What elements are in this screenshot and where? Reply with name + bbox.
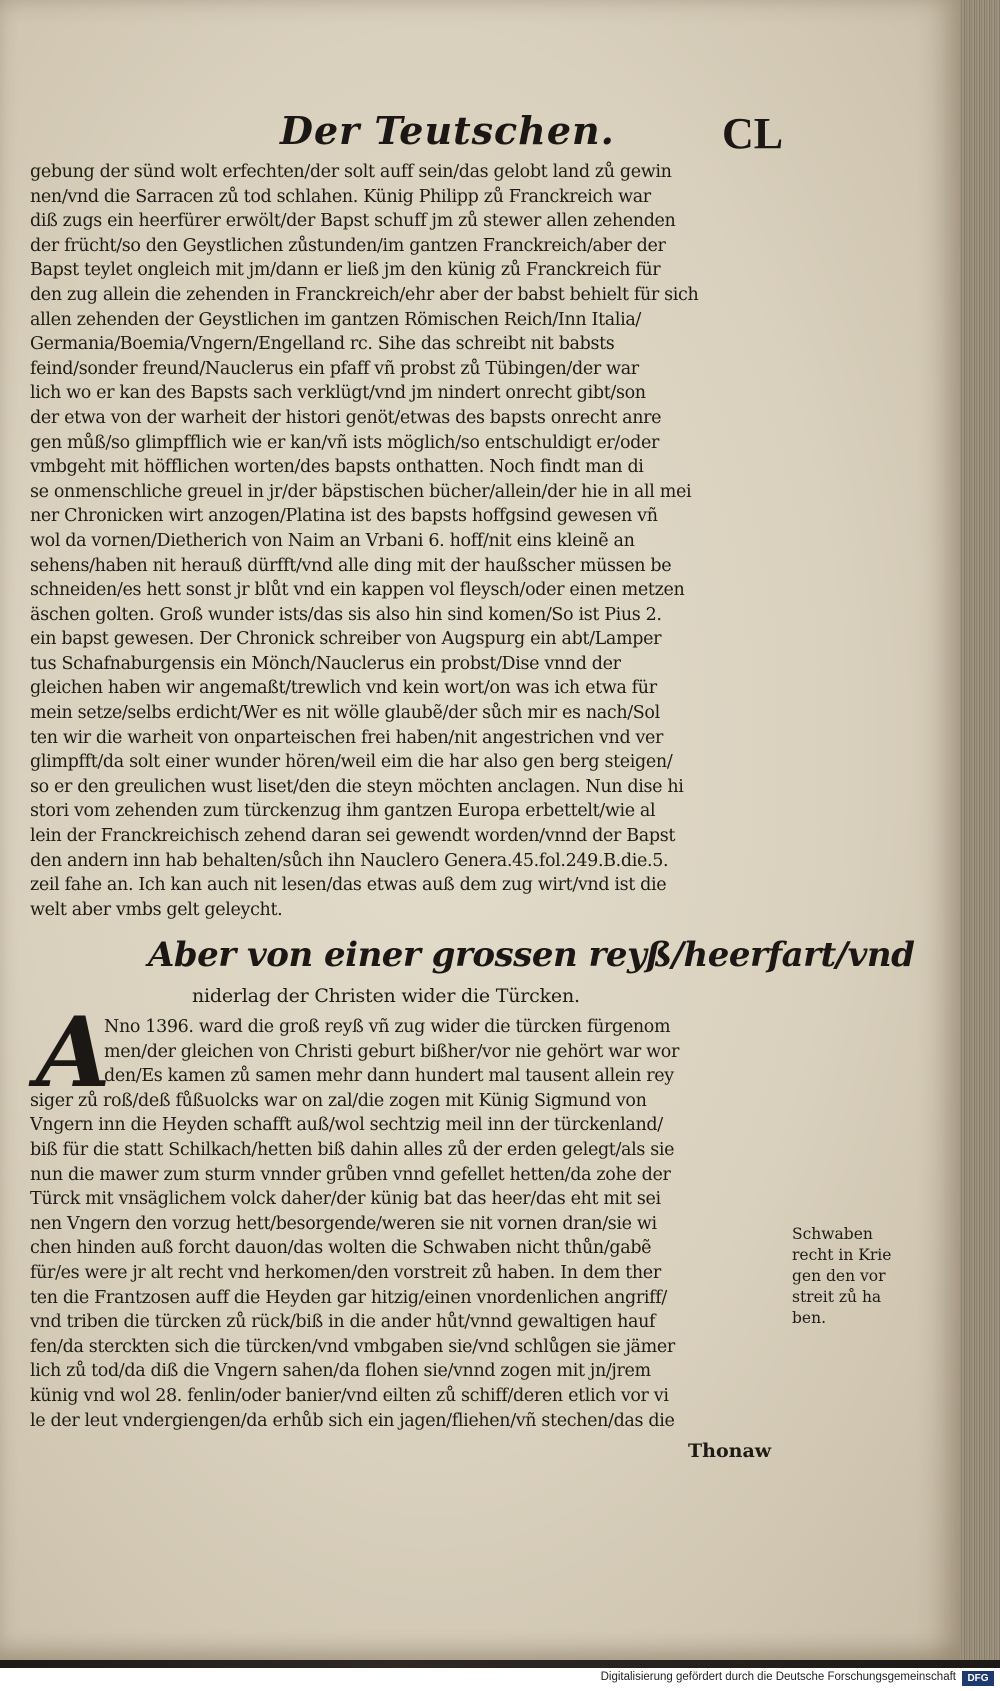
text-line: vnd triben die türcken zů rück/biß in die ander hůt/vnnd gewaltigen hauf — [30, 1312, 656, 1333]
text-line: wol da vornen/Dietherich von Naim an Vrbani 6. hoff/nit eins kleinẽ an — [30, 530, 635, 551]
text-line: glimpfft/da solt einer wunder hören/weil eim die har also gen berg steigen/ — [30, 752, 673, 773]
text-line: zeil fahe an. Ich kan auch nit lesen/das etwas auß dem zug wirt/vnd ist die — [30, 875, 667, 896]
text-line: welt aber vmbs gelt geleycht. — [30, 899, 283, 920]
footer-bar — [0, 1668, 1000, 1691]
footer-credit: Digitalisierung gefördert durch die Deutsche Forschungsgemeinschaft — [600, 1671, 956, 1683]
text-line: äschen golten. Groß wunder ists/das sis also hin sind komen/So ist Pius 2. — [30, 604, 662, 625]
marginal-note-line: ben. — [792, 1309, 827, 1327]
text-line: den andern inn hab behalten/sůch ihn Nauclero Genera.45.fol.249.B.die.5. — [30, 850, 669, 871]
text-line: men/der gleichen von Christi geburt bißher/vor nie gehört war wor — [104, 1041, 679, 1062]
marginal-note-line: Schwaben — [792, 1225, 873, 1243]
text-line: mein setze/selbs erdicht/Wer es nit wölle glaubẽ/der sůch mir es nach/Sol — [30, 703, 660, 724]
text-line: nen/vnd die Sarracen zů tod schlahen. Künig Philipp zů Franckreich war — [30, 186, 651, 207]
text-line: Türck mit vnsäglichem volck daher/der künig bat das heer/das eht mit sei — [30, 1189, 661, 1210]
text-line: fen/da sterckten sich die türcken/vnd vmbgaben sie/vnd schlůgen sie jämer — [30, 1336, 675, 1357]
text-line: lich wo er kan des Bapsts sach verklügt/vnd jm nindert onrecht gibt/son — [30, 383, 646, 404]
text-line: sehens/haben nit herauß dürfft/vnd alle ding mit der haußscher müssen be — [30, 555, 672, 576]
text-line: siger zů roß/deß fůßuolcks war on zal/die zogen mit Künig Sigmund von — [30, 1090, 647, 1111]
text-line: tus Schafnaburgensis ein Mönch/Nauclerus ein probst/Dise vnnd der — [30, 653, 621, 674]
text-line: lein der Franckreichisch zehend daran sei gewendt worden/vnnd der Bapst — [30, 826, 676, 847]
text-line: so er den greulichen wust liset/den die steyn möchten anclagen. Nun dise hi — [30, 776, 684, 797]
running-title: Der Teutschen. — [280, 108, 615, 153]
text-line: den/Es kamen zů samen mehr dann hundert mal tausent allein rey — [104, 1066, 674, 1087]
decorated-initial: A — [36, 996, 111, 1109]
dfg-logo-icon: DFG — [962, 1671, 994, 1686]
text-line: stori vom zehenden zum türckenzug ihm gantzen Europa erbettelt/wie al — [30, 801, 656, 822]
text-line: den zug allein die zehenden in Franckreich/ehr aber der babst behielt für sich — [30, 284, 699, 305]
text-line: le der leut vndergiengen/da erhůb sich ein jagen/fliehen/vñ stechen/das die — [30, 1410, 675, 1431]
text-line: lich zů tod/da diß die Vngern sahen/da flohen sie/vnnd zogen mit jn/jrem — [30, 1361, 651, 1382]
body-text-upper — [30, 160, 792, 922]
text-line: Germania/Boemia/Vngern/Engelland rc. Sihe das schreibt nit babsts — [30, 334, 615, 355]
text-line: gleichen haben wir angemaßt/trewlich vnd kein wort/on was ich etwa für — [30, 678, 657, 699]
text-line: vmbgeht mit höfflichen worten/des bapsts onthatten. Noch findt man di — [30, 457, 644, 478]
text-line: gen můß/so glimpfflich wie er kan/vñ ists möglich/so entschuldigt er/oder — [30, 432, 660, 453]
text-line: Vngern inn die Heyden schafft auß/wol sechtzig meil inn der türckenland/ — [30, 1115, 663, 1136]
text-line: allen zehenden der Geystlichen im gantzen Römischen Reich/Inn Italia/ — [30, 309, 641, 330]
text-line: für/es were jr alt recht vnd herkomen/den vorstreit zů haben. In dem ther — [30, 1262, 661, 1283]
catchword: Thonaw — [688, 1440, 772, 1462]
text-line: Bapst teylet ongleich mit jm/dann er ließ jm den künig zů Franckreich für — [30, 260, 661, 281]
text-line: ner Chronicken wirt anzogen/Platina ist des bapsts hoffgsind gewesen vñ — [30, 506, 658, 527]
text-line: der frücht/so den Geystlichen zůstunden/im gantzen Franckreich/aber der — [30, 235, 666, 256]
marginal-note-line: streit zů ha — [792, 1288, 882, 1306]
text-line: biß für die statt Schilkach/hetten biß dahin alles zů der erden gelegt/als sie — [30, 1139, 675, 1160]
body-text-lower — [30, 1015, 792, 1433]
text-line: Nno 1396. ward die groß reyß vñ zug wider die türcken fürgenom — [104, 1017, 671, 1037]
text-line: ein bapst gewesen. Der Chronick schreiber von Augspurg ein abt/Lamper — [30, 629, 662, 650]
text-line: nen Vngern den vorzug hett/besorgende/weren sie nit vornen dran/sie wi — [30, 1213, 657, 1234]
marginal-note — [792, 1224, 902, 1329]
text-line: schneiden/es hett sonst jr blůt vnd ein kappen vol fleysch/oder einen metzen — [30, 580, 685, 601]
text-line: se onmenschliche greuel in jr/der bäpstischen bücher/allein/der hie in all mei — [30, 481, 692, 502]
marginal-note-line: recht in Krie — [792, 1246, 892, 1264]
marginal-note-line: gen den vor — [792, 1267, 886, 1285]
text-line: gebung der sünd wolt erfechten/der solt auff sein/das gelobt land zů gewin — [30, 162, 672, 182]
section-heading: Aber von einer grossen reyß/heerfart/vnd — [148, 935, 915, 975]
folio-number: CL — [722, 109, 784, 158]
text-line: chen hinden auß forcht dauon/das wolten die Schwaben nicht thůn/gabẽ — [30, 1238, 652, 1259]
text-line: nun die mawer zum sturm vnnder grůben vnnd gefellet hetten/da zohe der — [30, 1164, 671, 1185]
text-line: feind/sonder freund/Nauclerus ein pfaff vñ probst zů Tübingen/der war — [30, 358, 639, 379]
text-line: ten die Frantzosen auff die Heyden gar hitzig/einen vnordenlichen angriff/ — [30, 1287, 667, 1308]
text-line: der etwa von der warheit der histori genöt/etwas des bapsts onrecht anre — [30, 407, 662, 428]
section-subheading: niderlag der Christen wider die Türcken. — [192, 985, 580, 1007]
text-line: diß zugs ein heerfürer erwölt/der Bapst schuff jm zů stewer allen zehenden — [30, 211, 676, 232]
page-edges — [960, 0, 1000, 1660]
text-line: künig vnd wol 28. fenlin/oder banier/vnd eilten zů schiff/deren etlich vor vi — [30, 1385, 669, 1406]
text-line: ten wir die warheit von onparteischen frei haben/nit angestrichen vnd ver — [30, 727, 664, 748]
